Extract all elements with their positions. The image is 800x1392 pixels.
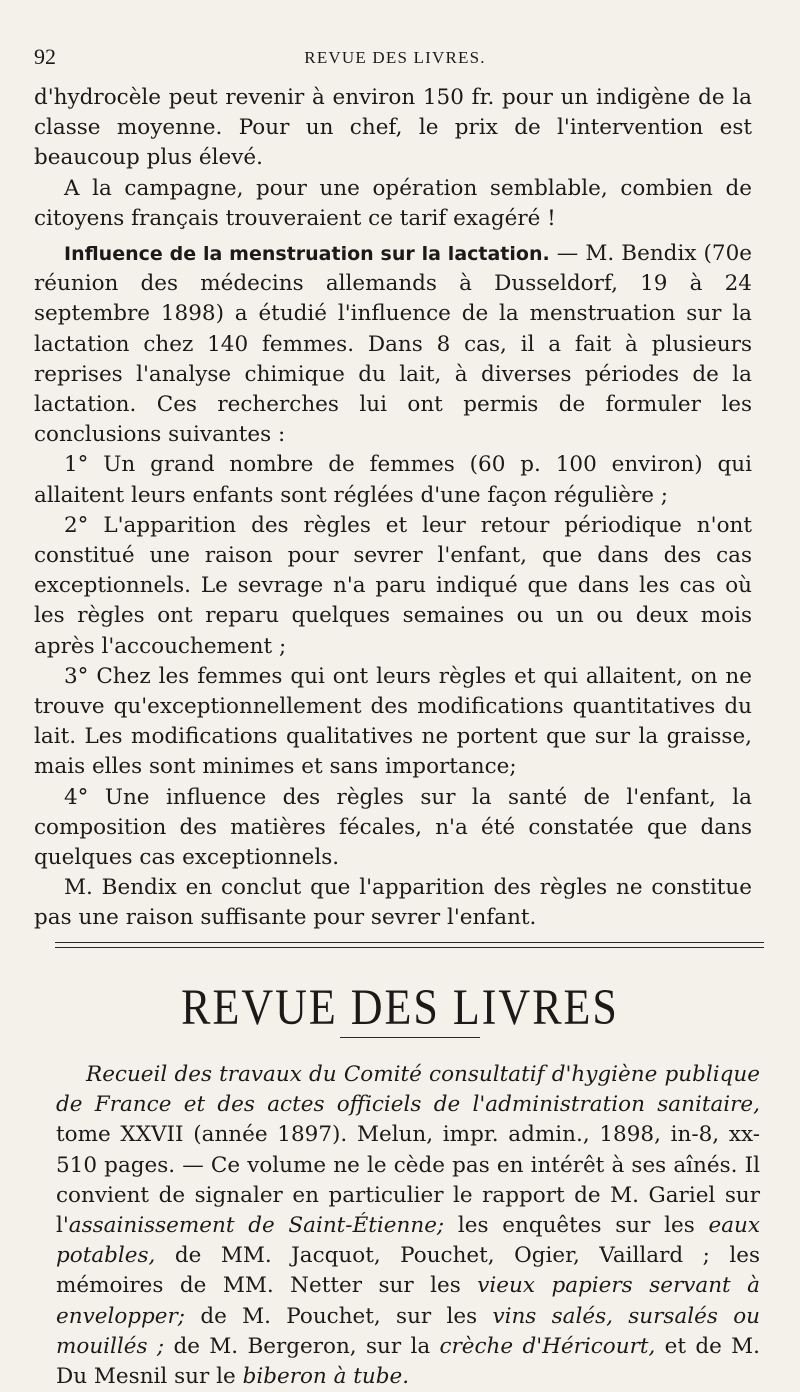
list-item: 3° Chez les femmes qui ont leurs règles et qui allaitent, on ne trouve qu'exceptionnellement des modifications quantitatives du lait. Les modifications qualitatives ne portent que sur la graisse, mais elles sont minimes et sans importance; [34,663,752,780]
review-text: de M. Bergeron, sur la [164,1333,440,1359]
review-italic: eaux potables, [56,1213,760,1269]
conclusion-paragraph: M. Bendix en conclut que l'apparition des règles ne constitue pas une raison suffisante pour sevrer l'enfant. [34,875,752,931]
page-header [30,44,760,74]
article-body [34,83,752,934]
review-text: les enquêtes sur les [444,1213,709,1239]
running-head: REVUE DES LIVRES. [304,48,486,67]
review-text: de M. Pouchet, sur les [185,1303,493,1329]
list-item: 1° Un grand nombre de femmes (60 p. 100 environ) qui allaitent leurs enfants sont réglées d'une façon régulière ; [34,452,752,508]
title-underline [340,1037,480,1038]
review-italic: vins salés, sursalés ou mouillés ; [56,1303,760,1359]
page-number: 92 [34,44,56,69]
review-text: de MM. Jacquot, Pouchet, Ogier, Vaillard ; les mémoires de MM. Netter sur les [56,1243,760,1299]
list-item: 2° L'apparition des règles et leur retour périodique n'ont constitué une raison pour sevrer l'enfant, que dans des cas exceptionnels. Le sevrage n'a paru indiqué que dans les cas où les règles ont reparu quelques semaines ou un ou deux mois après l'accouchement ; [34,512,752,659]
list-item: 4° Une influence des règles sur la santé de l'enfant, la composition des matières fécales, n'a été constatée que dans quelques cas exceptionnels. [34,784,752,871]
review-text: tome XXVII (année 1897). Melun, impr. admin., 1898, in-8, xx-510 pages. — Ce volume ne le cède pas en intérêt à ses aînés. Il convient de signaler en particulier le rapport de M. Gariel sur l' [56,1122,760,1239]
section-divider [55,942,764,948]
review-italic: vieux papiers servant à envelopper; [56,1273,760,1329]
menstruation-paragraph [34,239,752,450]
review-italic: biberon à tube. [242,1364,410,1390]
article-heading: Influence de la menstruation sur la lactation. [64,243,550,266]
review-text: et de M. Du Mesnil sur le [56,1333,761,1390]
review-body [56,1060,760,1392]
review-paragraph [56,1060,760,1392]
section-title: REVUE DES LIVRES [181,979,619,1036]
article-heading-text: — M. Bendix (70e réunion des médecins allemands à Dusseldorf, 19 à 24 septembre 1898) a étudié l'influence de la menstruation sur la lactation chez 140 femmes. Dans 8 cas, il a fait à plusieurs reprises l'analyse chimique du lait, à diverses périodes de la lactation. Ces recherches lui ont permis de formuler les conclusions suivantes : [34,241,752,448]
review-title: Recueil des travaux du Comité consultatif d'hygiène publique de France et des actes officiels de l'administration sanitaire, [56,1062,760,1118]
intro-paragraph: d'hydrocèle peut revenir à environ 150 fr. pour un indigène de la classe moyenne. Pour un chef, le prix de l'intervention est beaucoup plus élevé. [34,85,752,171]
review-italic: assainissement de Saint-Étienne; [68,1213,445,1239]
campagne-paragraph: A la campagne, pour une opération semblable, combien de citoyens français trouveraient ce tarif exagéré ! [34,175,752,231]
review-italic: crèche d'Héricourt, [439,1333,656,1359]
